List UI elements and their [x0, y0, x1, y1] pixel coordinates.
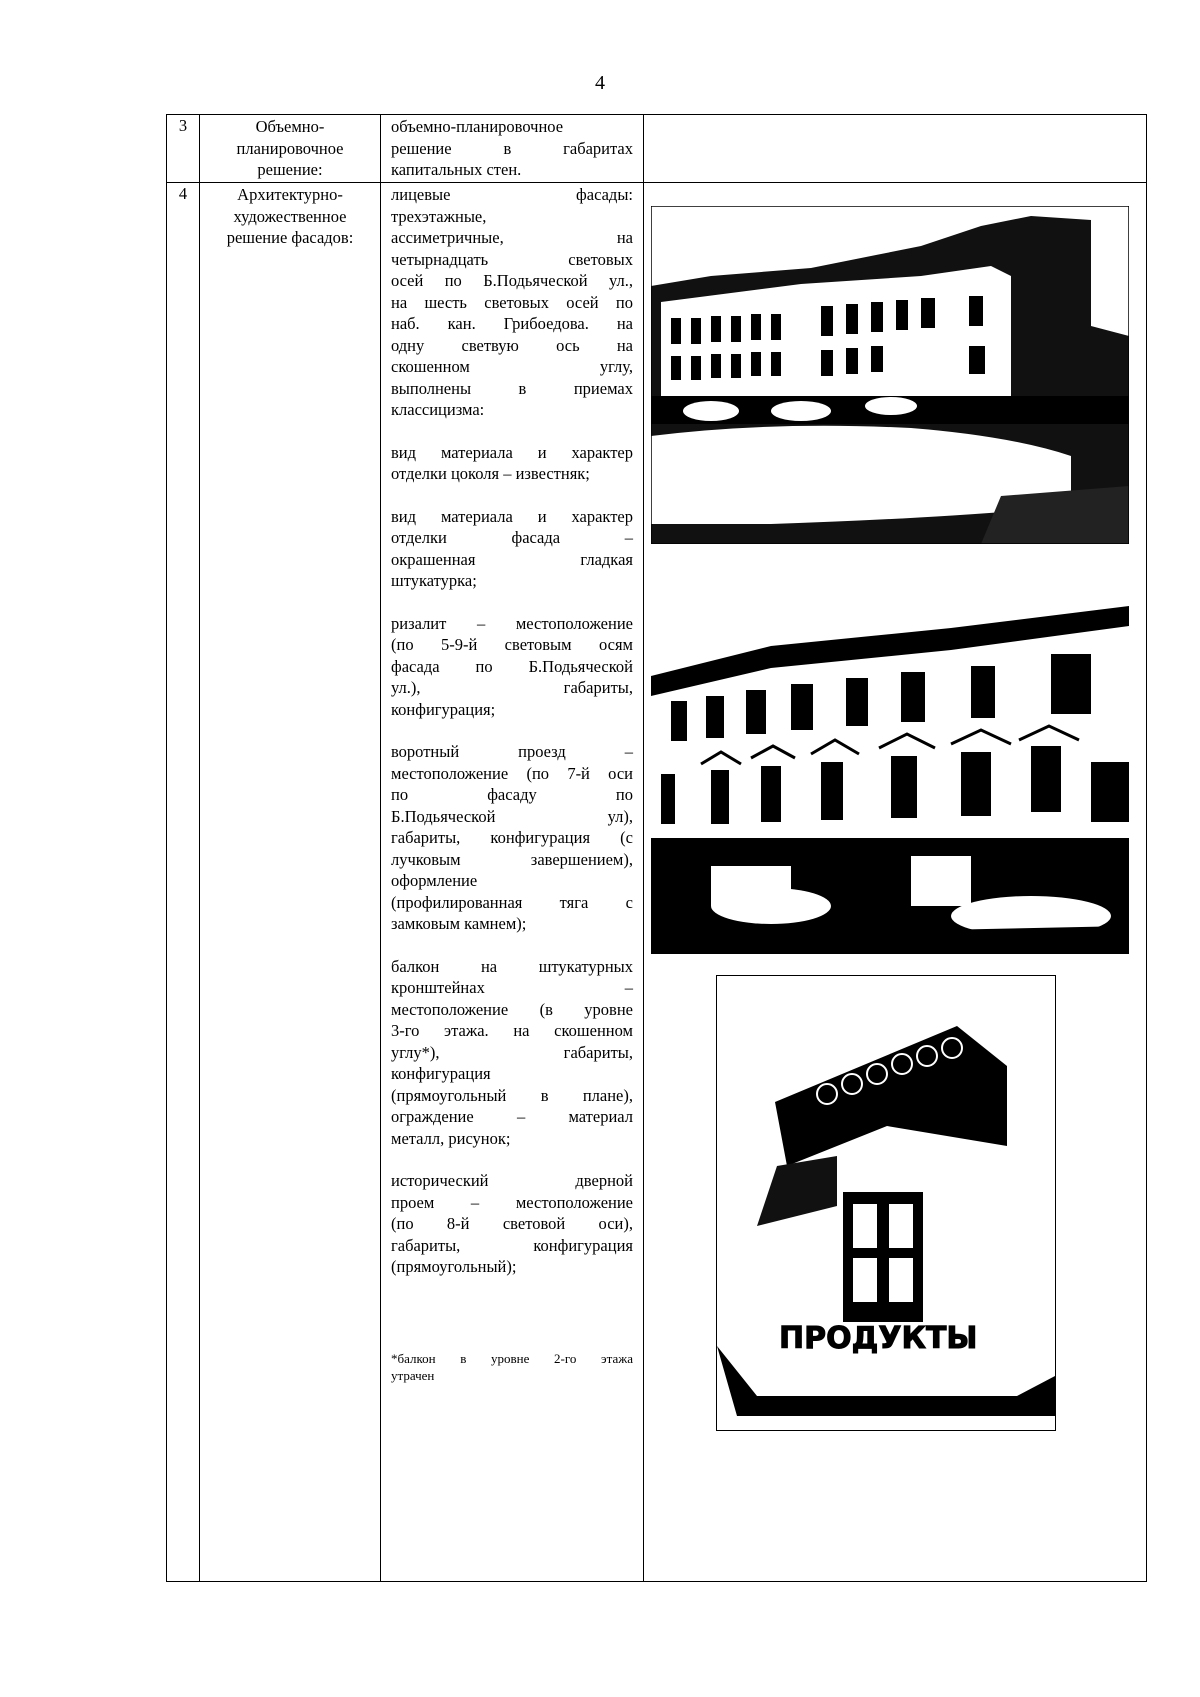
text-line: конфигурация: [391, 1064, 491, 1083]
text-line: воротный проезд –: [391, 742, 633, 761]
text-line: габариты, конфигурация: [391, 1235, 633, 1255]
row-title-cell: [200, 183, 381, 1582]
text-line: одну светвую ось на: [391, 335, 633, 355]
row-title: [200, 183, 380, 249]
text-line: местоположение (по 7-й оси: [391, 763, 633, 783]
text-line: отделки цоколя – известняк;: [391, 464, 590, 483]
text-line: углу*), габариты,: [391, 1042, 633, 1062]
text-line: объемно-планировочное: [391, 117, 564, 136]
row-number: 3: [178, 116, 188, 135]
description-paragraph: [391, 741, 633, 935]
text-line: Б.Подьяческой ул),: [391, 806, 633, 826]
text-line: решение:: [257, 160, 323, 179]
text-line: ограждение – материал: [391, 1107, 633, 1126]
text-line: осей по Б.Подьяческой ул.,: [391, 271, 633, 290]
text-line: скошенном углу,: [391, 357, 633, 376]
text-line: местоположение (в уровне: [391, 999, 633, 1019]
text-line: балкон на штукатурных: [391, 956, 633, 976]
text-line: фасада по Б.Подьяческой: [391, 656, 633, 676]
text-line: исторический дверной: [391, 1171, 633, 1190]
table-row: [167, 115, 1147, 183]
description-paragraph: [391, 956, 633, 1150]
description-paragraph: [391, 442, 633, 485]
text-line: ул.), габариты,: [391, 678, 633, 697]
text-line: (по 5-9-й световым осям: [391, 635, 633, 654]
row-title-cell: [200, 115, 381, 183]
footnote: [391, 1350, 633, 1384]
facade-photo-risalit: [651, 606, 1129, 954]
text-line: ассиметричные, на: [391, 228, 633, 247]
row-image-cell: [644, 115, 1147, 183]
text-line: четырнадцать световых: [391, 249, 633, 269]
text-line: *балкон в уровне 2-го этажа: [391, 1350, 633, 1366]
text-line: (прямоугольный);: [391, 1257, 517, 1276]
text-line: кронштейнах –: [391, 978, 633, 997]
description-paragraph: [391, 184, 633, 421]
text-line: вид материала и характер: [391, 506, 633, 526]
text-line: окрашенная гладкая: [391, 549, 633, 569]
text-line: капитальных стен.: [391, 160, 522, 179]
text-line: штукатурка;: [391, 571, 477, 590]
row-title: [200, 115, 380, 181]
text-line: планировочное: [236, 138, 344, 158]
row-description: [381, 183, 643, 1384]
text-line: оформление: [391, 871, 478, 890]
text-line: художественное: [233, 206, 347, 226]
text-line: наб. кан. Грибоедова. на: [391, 314, 633, 333]
row-description-cell: [381, 183, 644, 1582]
row-number-cell: [167, 115, 200, 183]
row-description: [381, 115, 643, 181]
text-line: по фасаду по: [391, 785, 633, 804]
text-line: лучковым завершением),: [391, 849, 633, 869]
facade-photo-balcony: [716, 975, 1056, 1431]
text-line: решение в габаритах: [391, 138, 633, 158]
text-line: ризалит – местоположение: [391, 613, 633, 633]
text-line: выполнены в приемах: [391, 378, 633, 398]
text-line: отделки фасада –: [391, 528, 633, 547]
text-line: проем – местоположение: [391, 1192, 633, 1212]
text-line: вид материала и характер: [391, 442, 633, 462]
text-line: Объемно-: [255, 117, 325, 136]
text-line: лицевые фасады:: [391, 185, 633, 204]
shop-sign-text: ПРОДУКТЫ: [779, 1321, 978, 1356]
page-number: 4: [595, 72, 605, 94]
text-line: утрачен: [391, 1367, 435, 1383]
description-paragraph: [391, 506, 633, 592]
facade-photo-corner: [651, 206, 1129, 544]
row-number: 4: [178, 184, 188, 203]
text-line: габариты, конфигурация (с: [391, 828, 633, 847]
text-line: (по 8-й световой оси),: [391, 1214, 633, 1233]
text-line: металл, рисунок;: [391, 1128, 511, 1148]
text-line: замковым камнем);: [391, 914, 527, 933]
description-paragraph: [391, 1170, 633, 1278]
description-paragraph: [391, 116, 633, 181]
description-paragraph: [391, 613, 633, 721]
row-description-cell: [381, 115, 644, 183]
text-line: Архитектурно-: [237, 185, 343, 204]
row-number-cell: [167, 183, 200, 1582]
text-line: (прямоугольный в плане),: [391, 1085, 633, 1105]
text-line: 3-го этажа. на скошенном: [391, 1021, 633, 1040]
text-line: классицизма:: [391, 400, 485, 419]
text-line: решение фасадов:: [226, 228, 354, 247]
text-line: трехэтажные,: [391, 206, 487, 226]
text-line: (профилированная тяга с: [391, 892, 633, 912]
text-line: на шесть световых осей по: [391, 292, 633, 312]
text-line: конфигурация;: [391, 699, 496, 719]
